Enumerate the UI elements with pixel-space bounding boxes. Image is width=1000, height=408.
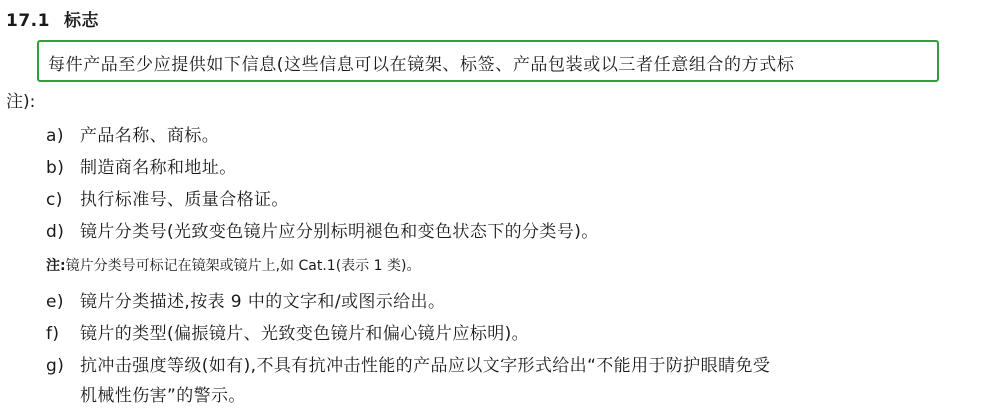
note-label: 注: <box>46 258 66 274</box>
list-item-g-continuation: 机械性伤害”的警示。 <box>80 386 246 406</box>
list-item-g <box>46 351 770 376</box>
list-item-a <box>46 121 219 146</box>
list-item-letter: g) <box>46 356 65 376</box>
note <box>46 255 420 275</box>
list-item-d <box>46 217 599 242</box>
list-item-text: 抗冲击强度等级(如有),不具有抗冲击性能的产品应以文字形式给出“不能用于防护眼睛免受 <box>80 356 771 376</box>
list-item-letter: e) <box>46 292 64 312</box>
list-item-text: 镜片的类型(偏振镜片、光致变色镜片和偏心镜片应标明)。 <box>80 324 530 344</box>
intro-line-1: 每件产品至少应提供如下信息(这些信息可以在镜架、标签、产品包装或以三者任意组合的方式标 <box>48 55 795 75</box>
list-item-text: 镜片分类描述,按表 9 中的文字和/或图示给出。 <box>80 292 446 312</box>
list-item-letter: b) <box>46 158 65 178</box>
section-heading <box>6 6 99 31</box>
list-item-text: 制造商名称和地址。 <box>80 158 237 178</box>
list-item-f <box>46 319 529 344</box>
list-item-text: 镜片分类号(光致变色镜片应分别标明褪色和变色状态下的分类号)。 <box>80 222 599 242</box>
list-item-letter: f) <box>46 324 60 344</box>
list-item-text: 产品名称、商标。 <box>80 126 220 146</box>
section-number: 17.1 <box>6 11 50 31</box>
list-item-text: 执行标准号、质量合格证。 <box>80 190 289 210</box>
list-item-letter: d) <box>46 222 65 242</box>
list-item-b <box>46 153 237 178</box>
list-item-c <box>46 185 289 210</box>
intro-line-2: 注): <box>6 92 36 112</box>
list-item-letter: a) <box>46 126 64 146</box>
section-title: 标志 <box>63 11 99 31</box>
list-item-e <box>46 287 445 312</box>
note-text: 镜片分类号可标记在镜架或镜片上,如 Cat.1(表示 1 类)。 <box>65 258 421 274</box>
list-item-letter: c) <box>46 190 63 210</box>
